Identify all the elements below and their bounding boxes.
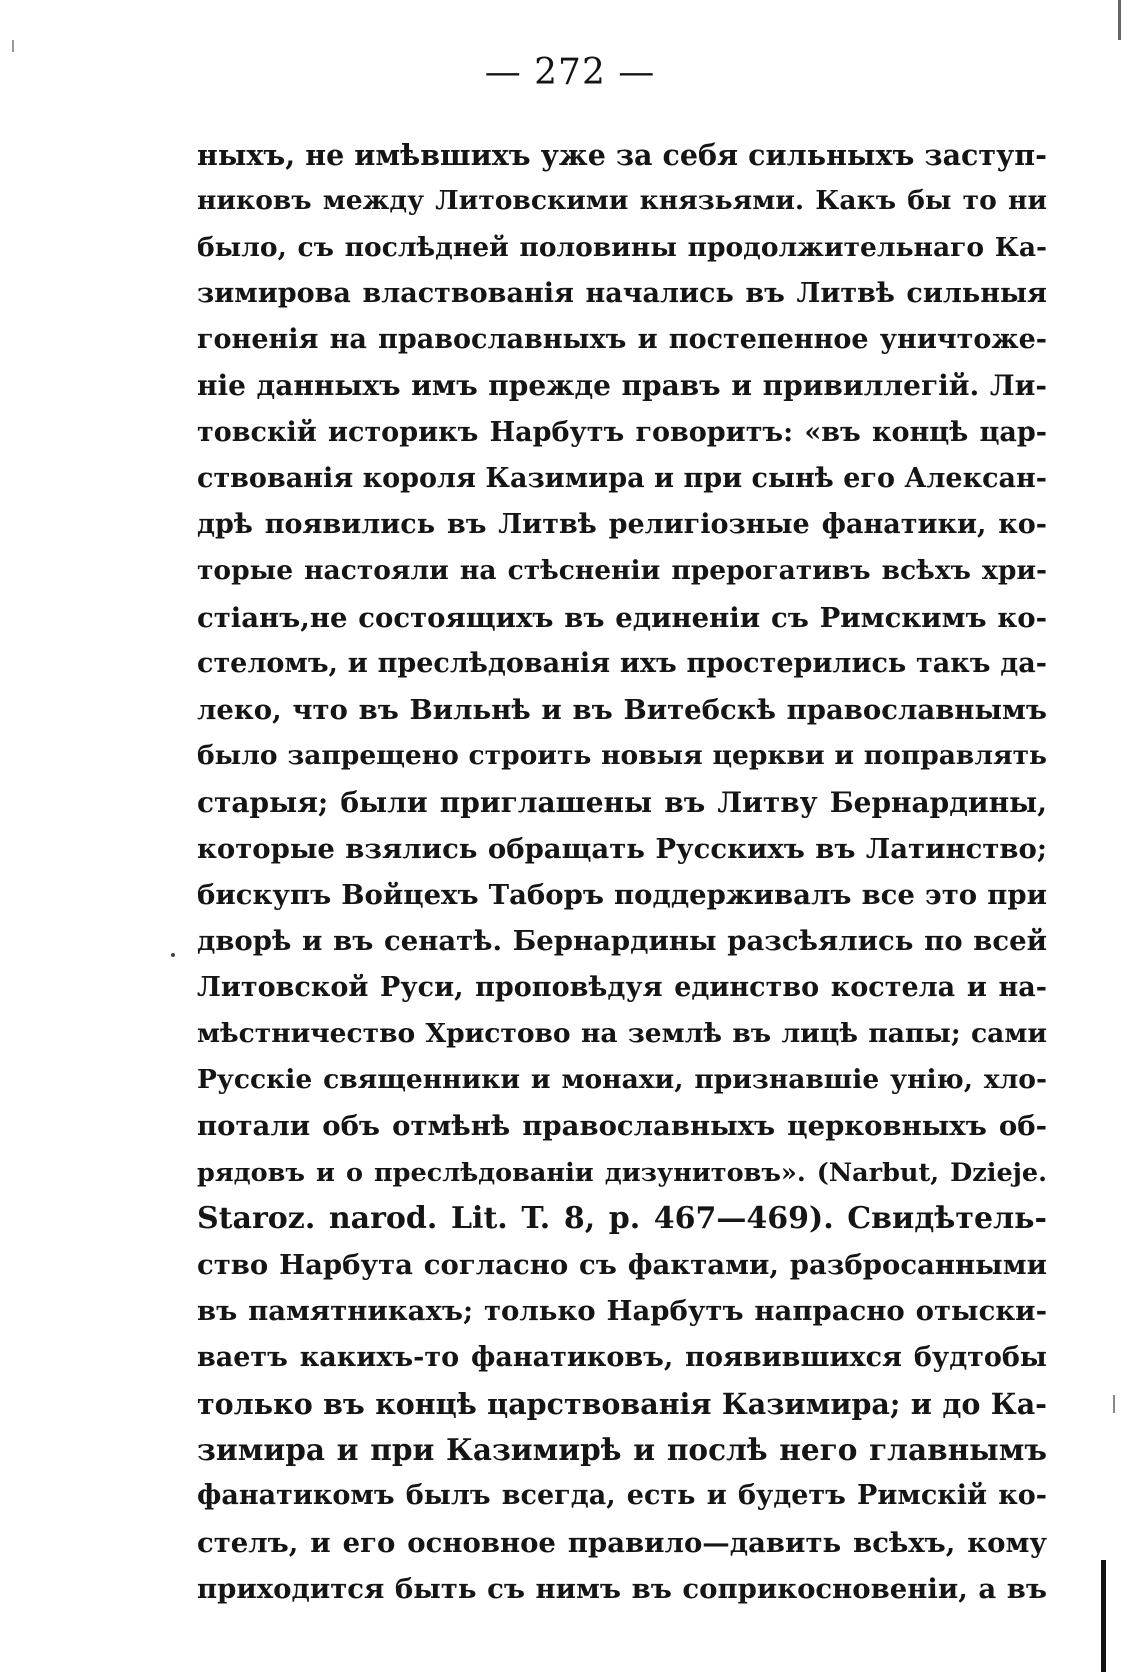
text-line: стеломъ, и преслѣдованія ихъ простерились такъ да- [197,647,1047,679]
text-line: старыя; были приглашены въ Литву Бернардины, [197,785,1047,819]
scan-speck [171,953,175,957]
text-line: только въ концѣ царствованія Казимира; и до Ка- [197,1386,1047,1421]
text-line: Русскіе священники и монахи, признавшіе унію, хло- [197,1064,1047,1095]
scan-edge-tick [1113,1395,1115,1413]
text-line: дрѣ появились въ Литвѣ религіозные фанатики, ко- [197,509,1047,540]
text-line: ствованія короля Казимира и при сынѣ его Алексан- [197,462,1047,494]
text-line: Staroz. narod. Lit. T. 8, p. 467—469). Свидѣтель- [197,1200,1047,1236]
text-line: торые настояли на стѣсненіи прерогативъ всѣхъ хри- [197,555,1047,587]
scan-binding-shadow [1101,1560,1106,1672]
text-line: дворѣ и въ сенатѣ. Бернардины разсѣялись по всей [197,925,1047,958]
text-line: ніе данныхъ имъ прежде правъ и привиллегій. Ли- [197,369,1047,403]
text-line: стіанъ,не состоящихъ въ единеніи съ Римскимъ ко- [197,601,1047,634]
body-text [197,132,1047,1612]
text-line: стелъ, и его основное правило—давить всѣхъ, кому [197,1526,1047,1559]
text-line: ство Нарбута согласно съ фактами, разбросанными [197,1249,1047,1281]
text-line: фанатикомъ былъ всегда, есть и будетъ Римскій ко- [197,1480,1047,1512]
text-line: бискупъ Войцехъ Таборъ поддерживалъ все это при [197,879,1047,911]
text-line: леко, что въ Вильнѣ и въ Витебскѣ православнымъ [197,694,1047,726]
text-line: зимирова властвованія начались въ Литвѣ сильныя [197,277,1047,309]
text-line: никовъ между Литовскими князьями. Какъ бы то ни [197,185,1047,217]
text-line: было запрещено строить новыя церкви и поправлять [197,740,1047,772]
scan-edge-mark [1118,0,1121,40]
text-line: мѣстничество Христово на землѣ въ лицѣ папы; сами [197,1017,1047,1049]
text-line: въ памятникахъ; только Нарбутъ напрасно отыски- [197,1295,1047,1328]
text-line: потали объ отмѣнѣ православныхъ церковныхъ об- [197,1110,1047,1143]
text-line: Литовской Руси, проповѣдуя единство костела и на- [197,971,1047,1003]
text-line: гоненія на православныхъ и постепенное уничтоже- [197,324,1047,355]
text-line: было, съ послѣдней половины продолжительнаго Ка- [197,231,1047,263]
text-line: приходится быть съ нимъ въ соприкосновеніи, а въ [197,1572,1047,1605]
page-number: — 272 — [484,52,656,93]
text-line: рядовъ и о преслѣдованіи дизунитовъ». (Narbut, Dzieje. [197,1157,1047,1188]
text-line: ваетъ какихъ-то фанатиковъ, появившихся будтобы [197,1341,1047,1373]
text-line: ныхъ, не имѣвшихъ уже за себя сильныхъ заступ- [197,138,1047,172]
text-line: товскій историкъ Нарбутъ говоритъ: «въ концѣ цар- [197,416,1047,448]
scan-margin-mark [12,40,14,52]
text-line: зимира и при Казимирѣ и послѣ него главнымъ [197,1432,1047,1467]
text-line: которые взялись обращать Русскихъ въ Латинство; [197,832,1047,865]
